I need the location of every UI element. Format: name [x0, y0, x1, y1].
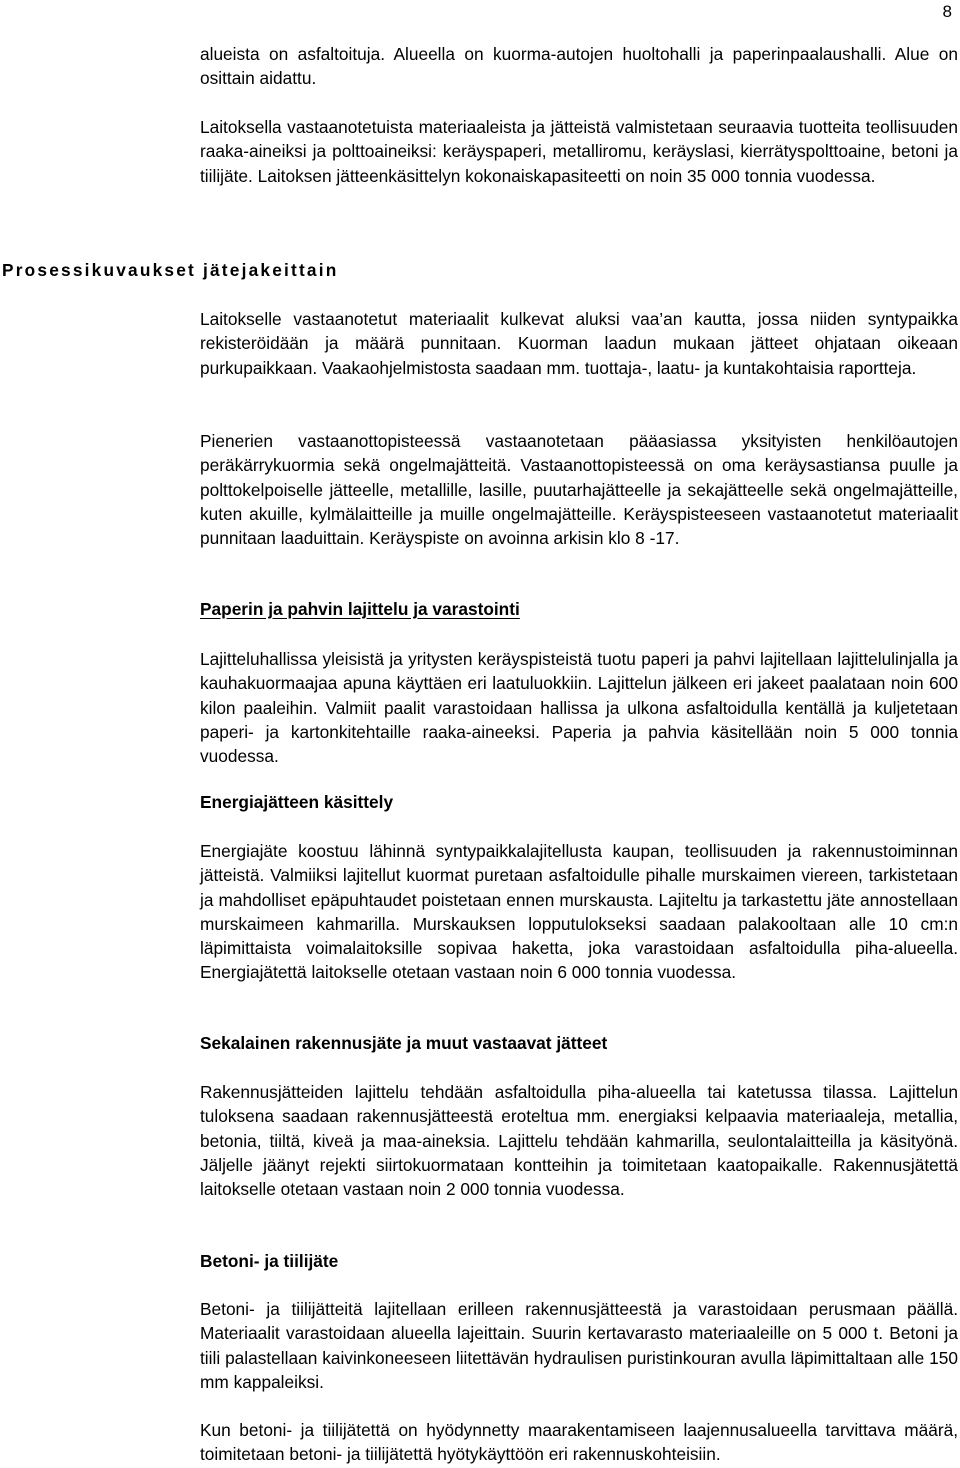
concrete-brick-heading: Betoni- ja tiilijäte	[200, 1251, 339, 1271]
mixed-construction-paragraph: Rakennusjätteiden lajittelu tehdään asfaltoidulla piha-alueella tai katetussa tilassa. Lajittelun tuloksena saadaan rakennusjätteestä eroteltua mm. energiaksi kelpaavia materiaaleja, metallia, betonia, tiiltä, kiveä ja maa-aineksia. Lajittelu tehdään kahmarilla, seulontalaitteilla ja käsityönä. Jäljelle jäänyt rejekti siirtokuormataan kontteihin ja toimitetaan kaatopaikalle. Rakennusjätettä laitokselle otetaan vastaan noin 2 000 tonnia vuodessa.	[200, 1082, 958, 1200]
energy-paragraph: Energiajäte koostuu lähinnä syntypaikkalajitellusta kaupan, teollisuuden ja rakennustoiminnan jätteistä. Valmiiksi lajitellut kuormat puretaan asfaltoidulle pihalle murskaimen viereen, tarkistetaan ja mahdolliset epäpuhtaudet poistetaan ennen murskausta. Lajiteltu ja tarkastettu jäte annostellaan murskaimeen kahmarilla. Murskauksen lopputulokseksi saadaan palakooltaan alle 10 cm:n läpimittaista voimalaitoksille sopivaa haketta, joka varastoidaan asfaltoidulla piha-alueella. Energiajätettä laitokselle otetaan vastaan noin 6 000 tonnia vuodessa.	[200, 841, 958, 983]
intro-products-paragraph: Laitoksella vastaanotetuista materiaaleista ja jätteistä valmistetaan seuraavia tuotteita teollisuuden raaka-aineiksi ja polttoaineiksi: keräyspaperi, metalliromu, keräyslasi, kierrätyspolttoaine, betoni ja tiilijäte. Laitoksen jätteenkäsittelyn kokonaiskapasiteetti on noin 35 000 tonnia vuodessa.	[200, 117, 958, 186]
concrete-brick-paragraph-2: Kun betoni- ja tiilijätettä on hyödynnetty maarakentamiseen laajennusalueella tarvittava määrä, toimitetaan betoni- ja tiilijätettä hyötykäyttöön eri rakennuskohteisiin.	[200, 1420, 958, 1465]
paper-heading: Paperin ja pahvin lajittelu ja varastointi	[200, 599, 520, 619]
section-heading: Prosessikuvaukset jätejakeittain	[2, 260, 339, 280]
paper-paragraph: Lajitteluhallissa yleisistä ja yritysten keräyspisteistä tuotu paperi ja pahvi lajitellaan lajittelulinjalla ja kauhakuormaajaa apuna käyttäen eri laatuluokkiin. Lajittelun jälkeen eri jakeet paalataan noin 600 kilon paaleihin. Valmiit paalit varastoidaan hallissa ja ulkona asfaltoidulla kentällä ja kuljetetaan paperi- ja kartonkitehtaille raaka-aineeksi. Paperia ja pahvia käsitellään noin 5 000 tonnia vuodessa.	[200, 649, 958, 767]
page-number: 8	[942, 2, 952, 21]
process-intro-paragraph: Laitokselle vastaanotetut materiaalit kulkevat aluksi vaa’an kautta, jossa niiden syntypaikka rekisteröidään ja määrä punnitaan. Kuorman laadun mukaan jätteet ohjataan oikeaan purkupaikkaan. Vaakaohjelmistosta saadaan mm. tuottaja-, laatu- ja kuntakohtaisia raportteja.	[200, 309, 958, 378]
small-collection-paragraph: Pienerien vastaanottopisteessä vastaanotetaan pääasiassa yksityisten henkilöautojen peräkärrykuormia sekä ongelmajätteitä. Vastaanottopisteessä on oma keräysastiansa puulle ja polttokelpoiselle jätteelle, metallille, lasille, puutarhajätteelle ja sekajätteelle sekä ongelmajätteille, kuten akuille, kylmälaitteille ja muille ongelmajätteille. Keräyspisteeseen vastaanotetut materiaalit punnitaan laaduittain. Keräyspiste on avoinna arkisin klo 8 -17.	[200, 431, 958, 549]
concrete-brick-paragraph: Betoni- ja tiilijätteitä lajitellaan erilleen rakennusjätteestä ja varastoidaan perusmaan päällä. Materiaalit varastoidaan alueella lajeittain. Suurin kertavarasto materiaaleille on 5 000 t. Betoni ja tiili palastellaan kaivinkoneeseen liitettävän hydraulisen puristinkouran avulla läpimittaltaan alle 150 mm kappaleiksi.	[200, 1299, 958, 1392]
intro-continuation-paragraph: alueista on asfaltoituja. Alueella on kuorma-autojen huoltohalli ja paperinpaalaushalli. Alue on osittain aidattu.	[200, 44, 958, 89]
energy-heading: Energiajätteen käsittely	[200, 792, 394, 812]
mixed-construction-heading: Sekalainen rakennusjäte ja muut vastaavat jätteet	[200, 1033, 608, 1053]
